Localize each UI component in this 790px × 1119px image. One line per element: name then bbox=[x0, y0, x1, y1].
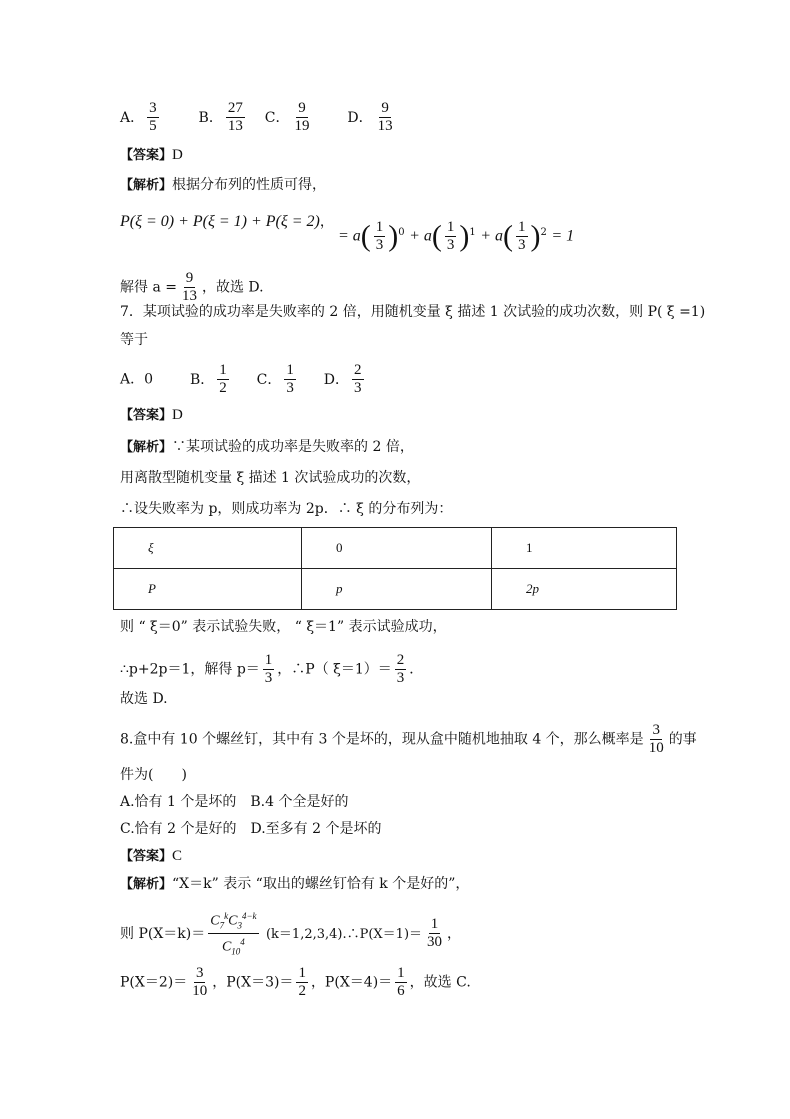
q6-equation-right: = a( $\frac{1}{3}$ )$^0$ + a( $\frac{1}{3}$ )$^1$ + a( $\frac{1}{3}$ )$^2$ = 1 bbox=[338, 219, 575, 253]
q7-analysis-2: 用离散型随机变量 ξ 描述 1 次试验成功的次数， bbox=[120, 470, 421, 486]
q7-option-d[interactable]: D． $\frac{2}{3}$ bbox=[323, 362, 362, 396]
q8-options-ab[interactable]: A.恰有 1 个是坏的 B.4 个全是好的 bbox=[120, 794, 349, 810]
fraction: $\frac{9}{19}$ bbox=[294, 100, 310, 134]
fraction: $\frac{27}{13}$ bbox=[227, 100, 243, 134]
q7-stem-line2: 等于 bbox=[120, 332, 148, 348]
q6-option-b[interactable]: B． $\frac{27}{13}$ bbox=[198, 100, 243, 134]
table-row: P p 2p bbox=[114, 569, 677, 610]
distribution-table bbox=[113, 527, 677, 610]
q6-solve: 解得 a = $\frac{9}{13}$ ，故选 D. bbox=[120, 270, 264, 304]
q6-option-d[interactable]: D． $\frac{9}{13}$ bbox=[347, 100, 393, 134]
q7-option-a[interactable]: A．0 bbox=[120, 371, 154, 388]
q7-analysis-4: 则 “ ξ＝0” 表示试验失败， “ ξ＝1” 表示试验成功， bbox=[120, 619, 447, 635]
table-row: ξ 0 1 bbox=[114, 528, 677, 569]
q7-stem-line1: 7．某项试验的成功率是失败率的 2 倍，用随机变量 ξ 描述 1 次试验的成功次数，则 P( ξ =1) bbox=[120, 304, 706, 320]
q6-options bbox=[120, 100, 398, 135]
q8-options-cd[interactable]: C.恰有 2 个是好的 D.至多有 2 个是坏的 bbox=[120, 821, 382, 837]
q7-option-c[interactable]: C． $\frac{1}{3}$ bbox=[256, 362, 294, 396]
q7-analysis-6: 故选 D. bbox=[120, 691, 168, 707]
q7-analysis-3: ∴设失败率为 p，则成功率为 2p．∴ ξ 的分布列为： bbox=[120, 501, 453, 517]
q7-answer: 【答案】D bbox=[120, 407, 183, 423]
q6-option-a[interactable]: A． $\frac{3}{5}$ bbox=[120, 100, 157, 134]
q7-analysis-5: ∴p+2p＝1，解得 p＝ $\frac{1}{3}$ ，∴P（ ξ＝1）＝ $\frac{2}{3}$ ． bbox=[120, 652, 424, 686]
q6-answer: 【答案】D bbox=[120, 147, 183, 163]
q7-option-b[interactable]: B． $\frac{1}{2}$ bbox=[189, 362, 227, 396]
q7-options bbox=[120, 362, 367, 397]
q8-px-values: P(X＝2)＝ $\frac{3}{10}$ ，P(X＝3)＝ $\frac{1}{2}$ ，P(X＝4)＝ $\frac{1}{6}$ ，故选 C. bbox=[120, 965, 471, 999]
q6-equation-left: P(ξ = 0) + P(ξ = 1) + P(ξ = 2)， bbox=[120, 213, 334, 230]
q8-analysis: 【解析】“X＝k” 表示 “取出的螺丝钉恰有 k 个是好的”， bbox=[120, 876, 470, 892]
q8-stem-line1: 8.盒中有 10 个螺丝钉，其中有 3 个是坏的，现从盒中随机地抽取 4 个，那么概率是 $\frac{3}{10}$ 的事 bbox=[120, 722, 697, 756]
q8-answer: 【答案】C bbox=[120, 848, 183, 864]
q8-pxk-formula: 则 P(X＝k)＝ $\frac{C_7^kC_3^{4-k}}{C_{10}^4}$ (k＝1,2,3,4).∴P(X＝1)＝ $\frac{1}{30}$ ， bbox=[120, 908, 461, 960]
fraction: $\frac{3}{5}$ bbox=[149, 100, 157, 134]
q8-stem-line2: 件为( ) bbox=[120, 767, 187, 783]
q6-option-c[interactable]: C． $\frac{9}{19}$ bbox=[264, 100, 310, 134]
fraction: $\frac{9}{13}$ bbox=[377, 100, 393, 134]
q6-analysis: 【解析】根据分布列的性质可得， bbox=[120, 177, 327, 193]
combination-fraction: $\frac{C_7^kC_3^{4-k}}{C_{10}^4}$ bbox=[208, 908, 258, 960]
q7-analysis-1: 【解析】∵某项试验的成功率是失败率的 2 倍， bbox=[120, 439, 414, 455]
